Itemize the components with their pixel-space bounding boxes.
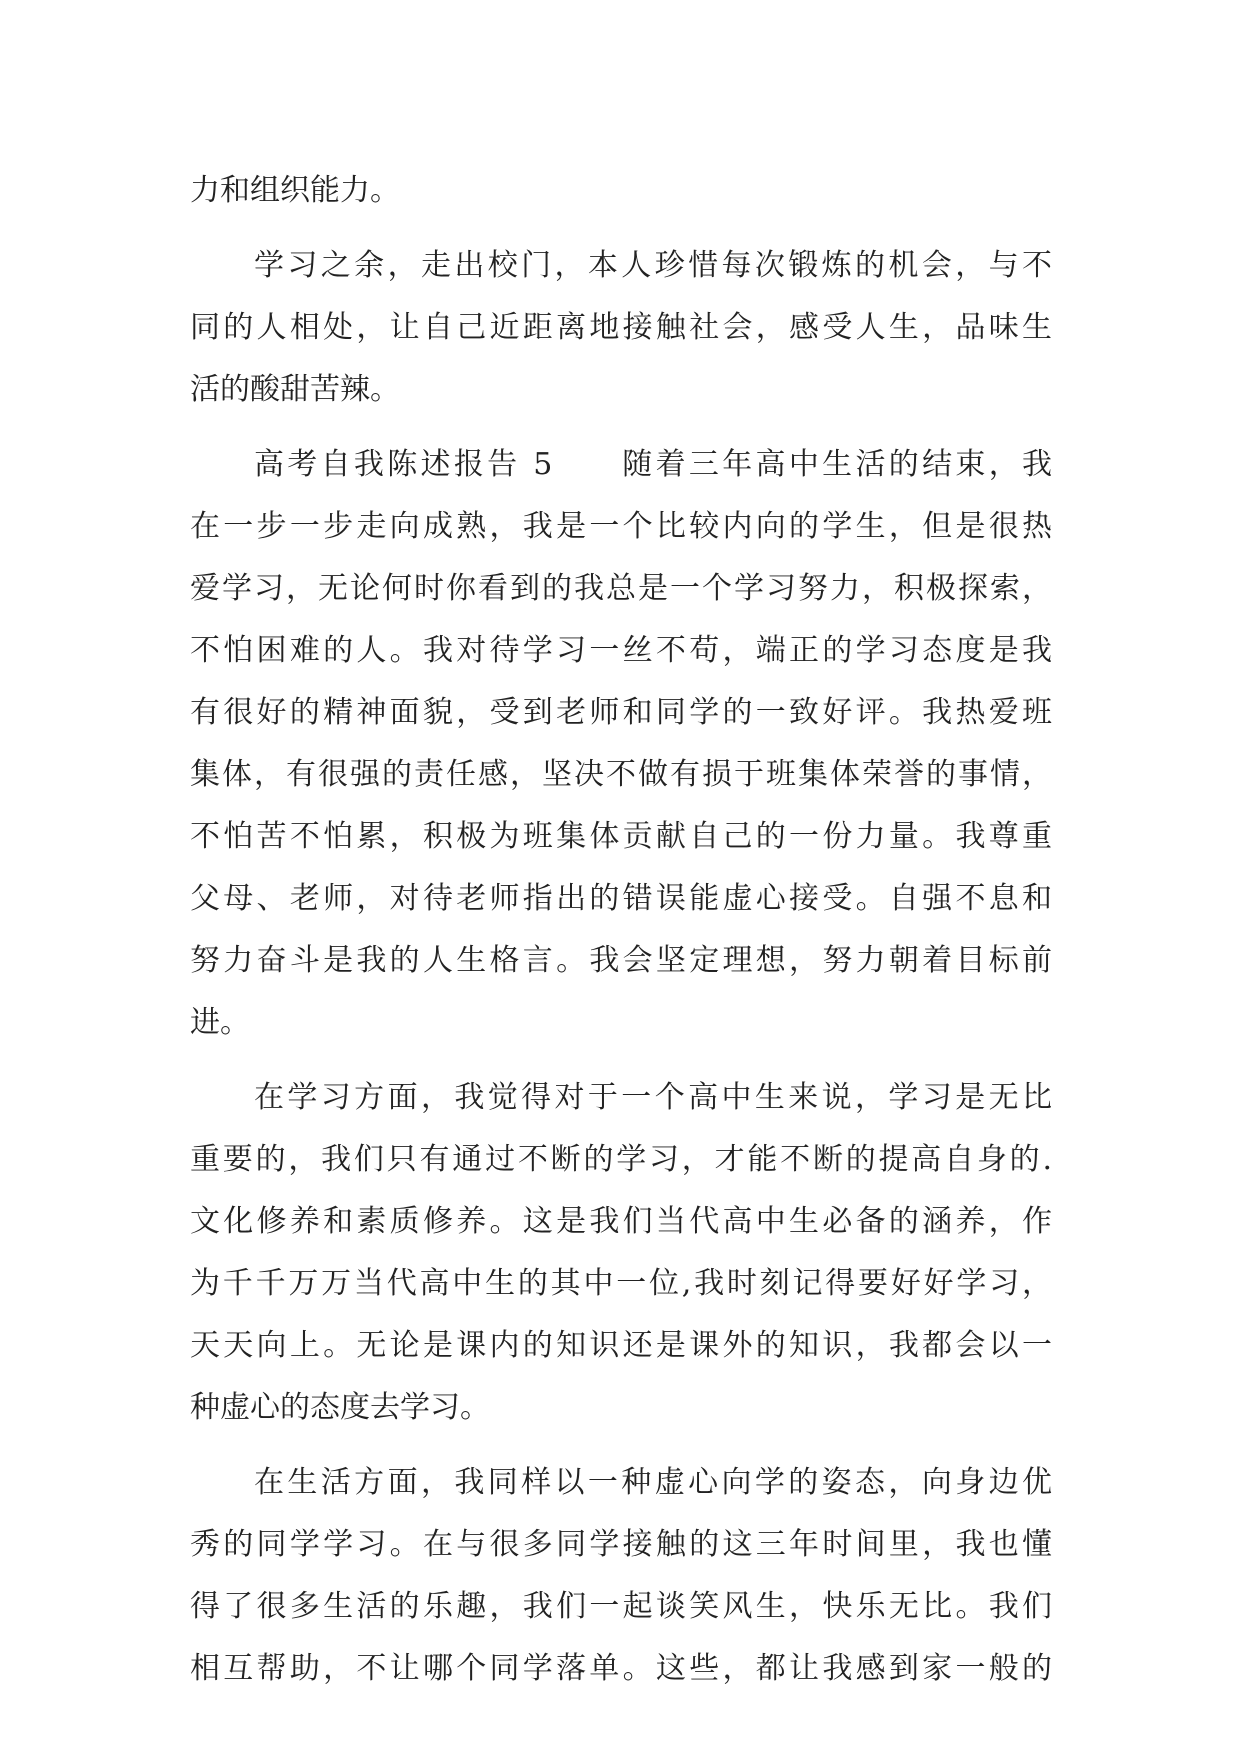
text-line: 种虚心的态度去学习。 [190,1390,490,1425]
text-line: 高考自我陈述报告 5 随着三年高中生活的结束，我 [254,447,1052,482]
text-line: 努力奋斗是我的人生格言。我会坚定理想，努力朝着目标前 [190,943,1052,978]
paragraph-5 [190,1452,1052,1700]
paragraph-2 [190,235,1052,421]
text-line: 进。 [190,1005,250,1040]
text-line: 在生活方面，我同样以一种虚心向学的姿态，向身边优 [254,1465,1052,1500]
text-line: 力和组织能力。 [190,173,400,208]
text-line: 不怕苦不怕累，积极为班集体贡献自己的一份力量。我尊重 [190,819,1052,854]
text-line: 同的人相处，让自己近距离地接触社会，感受人生，品味生 [190,310,1052,345]
paragraph-3 [190,434,1052,1054]
text-line: 活的酸甜苦辣。 [190,372,400,407]
document-page [190,160,1052,1700]
text-line: 为千千万万当代高中生的其中一位,我时刻记得要好好学习， [190,1266,1052,1301]
text-line: 父母、老师，对待老师指出的错误能虚心接受。自强不息和 [190,881,1052,916]
text-line: 重要的，我们只有通过不断的学习，才能不断的提高自身的. [190,1142,1052,1177]
text-line: 学习之余，走出校门，本人珍惜每次锻炼的机会，与不 [254,248,1052,283]
paragraph-1 [190,160,1052,222]
text-line: 不怕困难的人。我对待学习一丝不苟，端正的学习态度是我 [190,633,1052,668]
text-line: 文化修养和素质修养。这是我们当代高中生必备的涵养，作 [190,1204,1052,1239]
text-line: 天天向上。无论是课内的知识还是课外的知识，我都会以一 [190,1328,1052,1363]
text-line: 爱学习，无论何时你看到的我总是一个学习努力，积极探索， [190,571,1052,606]
text-line: 得了很多生活的乐趣，我们一起谈笑风生，快乐无比。我们 [190,1589,1052,1624]
text-line: 相互帮助，不让哪个同学落单。这些，都让我感到家一般的 [190,1651,1052,1686]
text-line: 集体，有很强的责任感，坚决不做有损于班集体荣誉的事情， [190,757,1052,792]
text-line: 有很好的精神面貌，受到老师和同学的一致好评。我热爱班 [190,695,1052,730]
paragraph-4 [190,1067,1052,1439]
text-line: 在一步一步走向成熟，我是一个比较内向的学生，但是很热 [190,509,1052,544]
text-line: 在学习方面，我觉得对于一个高中生来说，学习是无比 [254,1080,1052,1115]
text-line: 秀的同学学习。在与很多同学接触的这三年时间里，我也懂 [190,1527,1052,1562]
